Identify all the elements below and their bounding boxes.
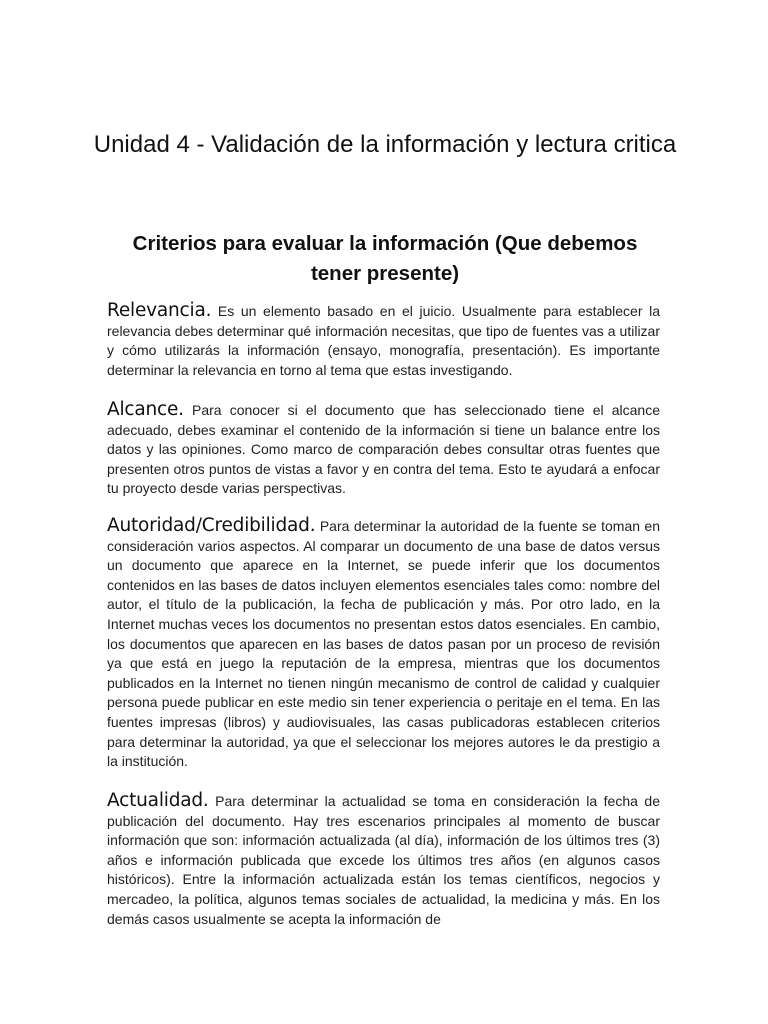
section-relevancia <box>107 301 660 380</box>
section-body-autoridad-credibilidad: Para determinar la autoridad de la fuente se toman en consideración varios aspectos. Al comparar un documento de una base de datos versus un documento que aparece en la Internet, se puede inferir que los documentos contenidos en las bases de datos incluyen elementos esenciales tales como: nombre del autor, el título de la publicación, la fecha de publicación y más. Por otro lado, en la Internet muchas veces los documentos no presentan estos datos esenciales. En cambio, los documentos que aparecen en las bases de datos pasan por un proceso de revisión ya que está en juego la reputación de la empresa, mientras que los documentos publicados en la Internet no tienen ningún mecanismo de control de calidad y cualquier persona puede publicar en este medio sin tener experiencia o peritaje en el tema. En las fuentes impresas (libros) y audiovisuales, las casas publicadoras establecen criterios para determinar la autoridad, ya que el seleccionar los mejores autores le da prestigio a la institución. <box>107 518 660 770</box>
section-heading-actualidad: Actualidad. <box>107 790 209 811</box>
section-body-actualidad: Para determinar la actualidad se toma en consideración la fecha de publicación del documento. Hay tres escenarios principales al momento de buscar información que son: información actualizada (al día), información de los últimos tres (3) años e información publicada que excede los últimos tres años (en algunos casos históricos). Entre la información actualizada están los temas científicos, negocios y mercadeo, la política, algunos temas sociales de actualidad, la medicina y más. En los demás casos usualmente se acepta la información de <box>107 793 660 927</box>
section-body-relevancia: Es un elemento basado en el juicio. Usualmente para establecer la relevancia debes determinar qué información necesitas, que tipo de fuentes vas a utilizar y cómo utilizarás la información (ensayo, monografía, presentación). Es importante determinar la relevancia en torno al tema que estas investigando. <box>107 303 660 378</box>
section-heading-relevancia: Relevancia. <box>107 300 212 321</box>
page-subtitle: Criterios para evaluar la información (Que debemos tener presente) <box>132 232 638 285</box>
page-title: Unidad 4 - Validación de la información y lectura critica <box>93 131 677 158</box>
section-actualidad <box>107 791 660 929</box>
section-body-alcance: Para conocer si el documento que has seleccionado tiene el alcance adecuado, debes examinar el contenido de la información si tiene un balance entre los datos y las opiniones. Como marco de comparación debes consultar otras fuentes que presenten otros puntos de vistas a favor y en contra del tema. Esto te ayudará a enfocar tu proyecto desde varias perspectivas. <box>107 402 661 497</box>
section-heading-autoridad-credibilidad: Autoridad/Credibilidad. <box>107 515 316 536</box>
section-alcance <box>107 400 660 499</box>
section-autoridad-credibilidad <box>107 516 660 772</box>
section-heading-alcance: Alcance. <box>107 399 184 420</box>
